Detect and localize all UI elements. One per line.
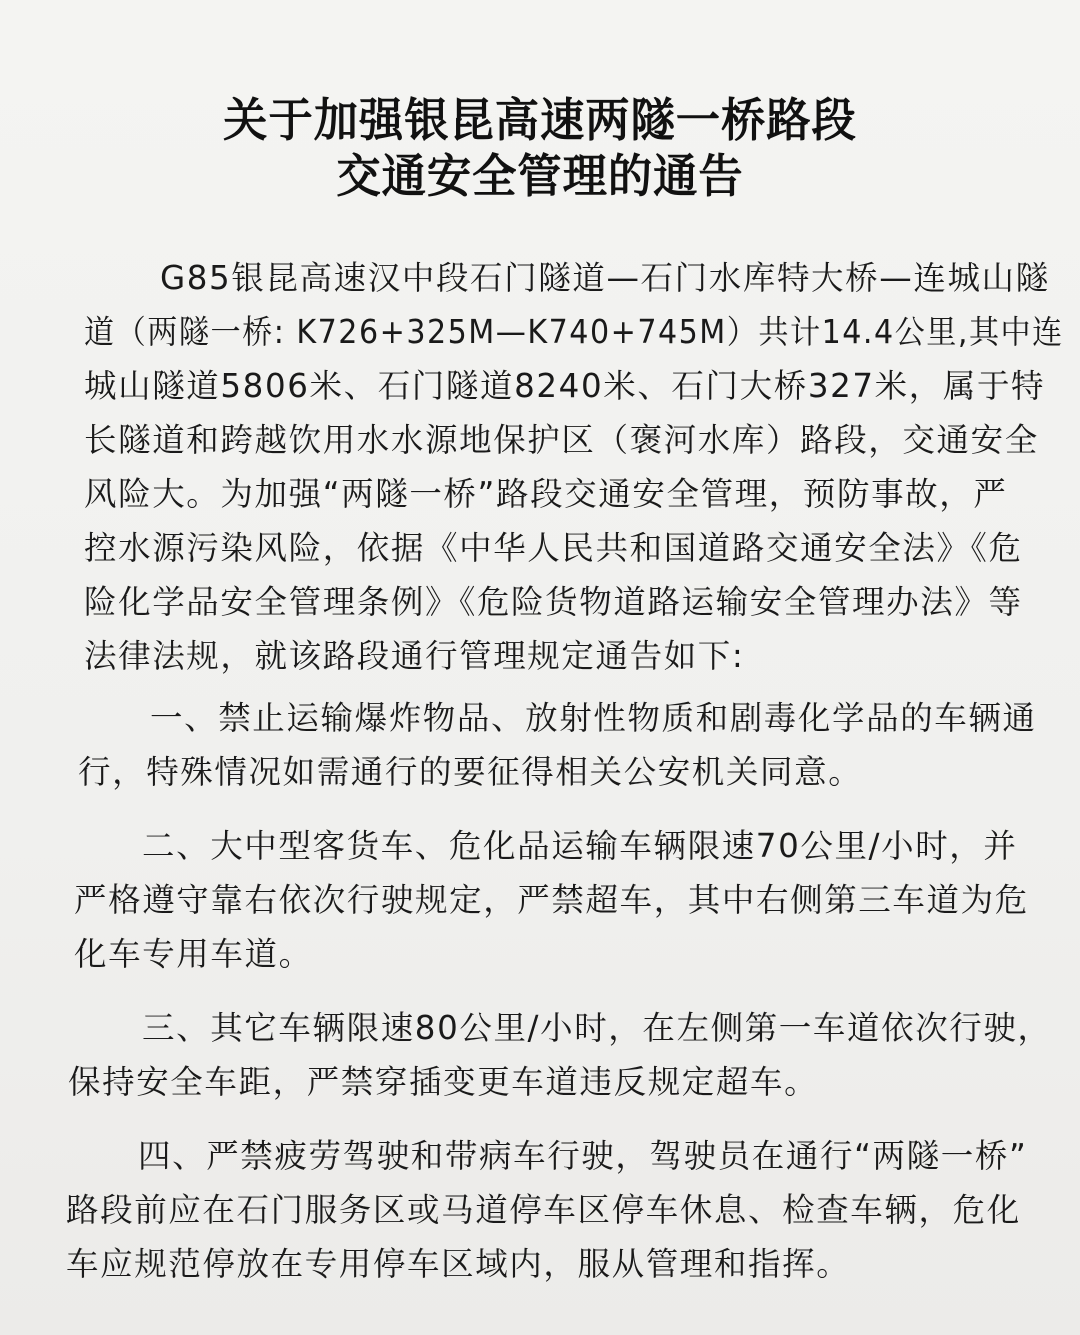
body-line: 长隧道和跨越饮用水水源地保护区（褒河水库）路段，交通安全 [84,421,1039,459]
body-line: 路段前应在石门服务区或马道停车区停车休息、检查车辆，危化 [66,1191,1021,1229]
body-line: 三、其它车辆限速80公里/小时，在左侧第一车道依次行驶， [142,1009,1052,1047]
notice-title-line-1: 关于加强银昆高速两隧一桥路段 [223,93,857,147]
body-line: 行，特殊情况如需通行的要征得相关公安机关同意。 [78,753,863,791]
body-line: 严格遵守靠右依次行驶规定，严禁超车，其中右侧第三车道为危 [74,881,1029,919]
body-line: 风险大。为加强“两隧一桥”路段交通安全管理，预防事故，严 [84,475,1008,513]
body-line: 控水源污染风险，依据《中华人民共和国道路交通安全法》《危 [84,529,1023,567]
body-line: 法律法规，就该路段通行管理规定通告如下: [84,637,745,675]
body-line: 城山隧道5806米、石门隧道8240米、石门大桥327米，属于特 [84,367,1046,405]
body-line: 四、严禁疲劳驾驶和带病车行驶，驾驶员在通行“两隧一桥” [138,1137,1028,1175]
body-line: 一、禁止运输爆炸物品、放射性物质和剧毒化学品的车辆通 [150,699,1037,737]
body-line: 二、大中型客货车、危化品运输车辆限速70公里/小时，并 [142,827,1018,865]
body-line: G85银昆高速汉中段石门隧道—石门水库特大桥—连城山隧 [160,259,1050,297]
body-line: 险化学品安全管理条例》《危险货物道路运输安全管理办法》等 [84,583,1023,621]
body-line: 道（两隧一桥: K726+325M—K740+745M）共计14.4公里,其中连 [84,313,1064,351]
notice-title-line-2: 交通安全管理的通告 [336,149,744,203]
body-line: 保持安全车距，严禁穿插变更车道违反规定超车。 [68,1063,819,1101]
body-line: 化车专用车道。 [74,935,313,973]
body-line: 车应规范停放在专用停车区域内，服从管理和指挥。 [66,1245,851,1283]
